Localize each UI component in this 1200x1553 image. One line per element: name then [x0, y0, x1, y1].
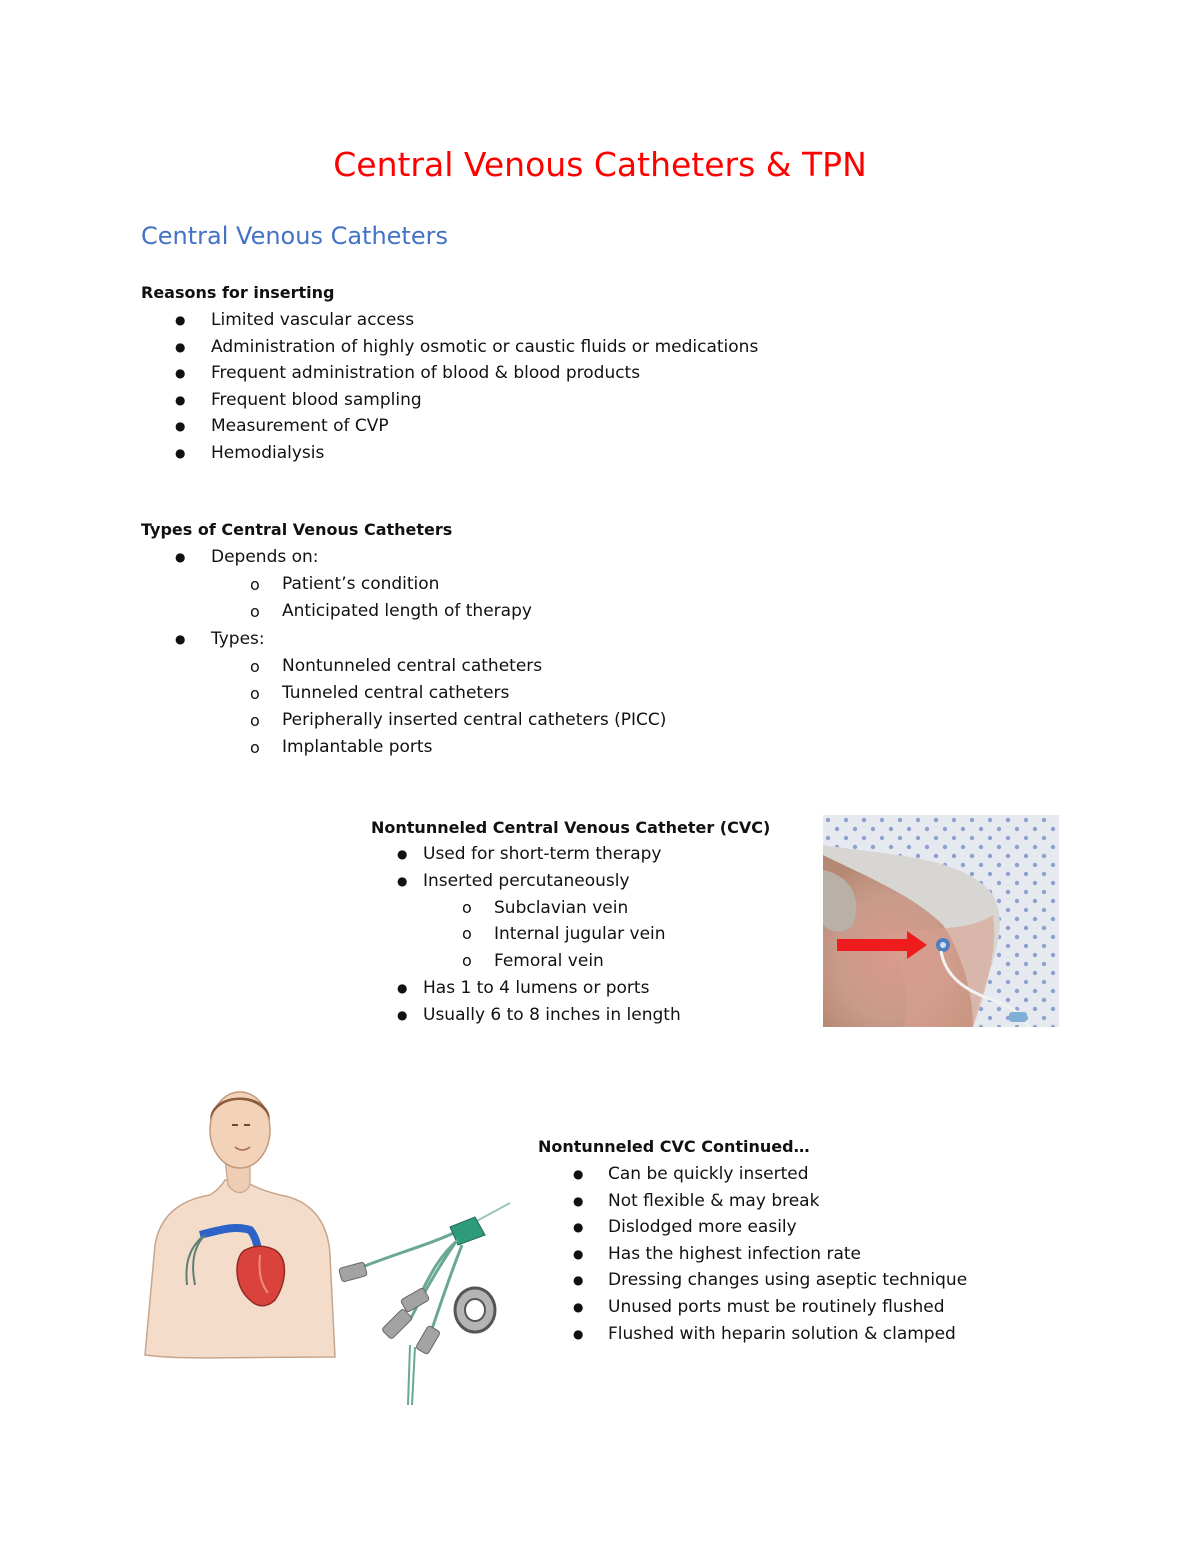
list-item: ● Has the highest infection rate: [538, 1241, 967, 1268]
cvc-insertion-photo: [823, 815, 1059, 1027]
list-item: ● Measurement of CVP: [141, 413, 758, 440]
reasons-list: [141, 307, 758, 467]
list-item: ● Hemodialysis: [141, 440, 758, 467]
list-item: ● Frequent administration of blood & blood products: [141, 360, 758, 387]
list-subitem: o Tunneled central catheters: [141, 680, 666, 707]
list-item: ● Flushed with heparin solution & clamped: [538, 1321, 967, 1348]
list-item: ● Unused ports must be routinely flushed: [538, 1294, 967, 1321]
list-item: ● Depends on:: [141, 544, 666, 571]
list-item: ● Dressing changes using aseptic technique: [538, 1267, 967, 1294]
continued-heading: Nontunneled CVC Continued…: [538, 1137, 810, 1156]
list-item: ● Usually 6 to 8 inches in length: [371, 1002, 681, 1029]
list-subitem: o Patient’s condition: [141, 571, 666, 598]
page-title: Central Venous Catheters & TPN: [333, 145, 867, 184]
list-subitem: o Internal jugular vein: [371, 921, 681, 948]
list-subitem: o Nontunneled central catheters: [141, 653, 666, 680]
continued-list: [538, 1161, 967, 1347]
list-subitem: o Subclavian vein: [371, 895, 681, 922]
list-item: ● Administration of highly osmotic or caustic fluids or medications: [141, 334, 758, 361]
types-heading: Types of Central Venous Catheters: [141, 520, 453, 539]
list-item: ● Frequent blood sampling: [141, 387, 758, 414]
list-item: ● Not flexible & may break: [538, 1188, 967, 1215]
nontunneled-list: [371, 841, 681, 1029]
types-list: [141, 544, 666, 762]
list-subitem: o Femoral vein: [371, 948, 681, 975]
cvc-anatomy-illustration: [140, 1085, 525, 1410]
list-item: ● Can be quickly inserted: [538, 1161, 967, 1188]
list-item: ● Dislodged more easily: [538, 1214, 967, 1241]
list-item: ● Limited vascular access: [141, 307, 758, 334]
list-item: ● Types:: [141, 626, 666, 653]
list-subitem: o Peripherally inserted central catheters (PICC): [141, 707, 666, 734]
reasons-heading: Reasons for inserting: [141, 283, 335, 302]
list-subitem: o Implantable ports: [141, 734, 666, 761]
list-subitem: o Anticipated length of therapy: [141, 598, 666, 625]
nontunneled-heading: Nontunneled Central Venous Catheter (CVC): [371, 818, 771, 837]
section-heading: Central Venous Catheters: [141, 222, 448, 250]
list-item: ● Used for short-term therapy: [371, 841, 681, 868]
list-item: ● Inserted percutaneously: [371, 868, 681, 895]
list-item: ● Has 1 to 4 lumens or ports: [371, 975, 681, 1002]
